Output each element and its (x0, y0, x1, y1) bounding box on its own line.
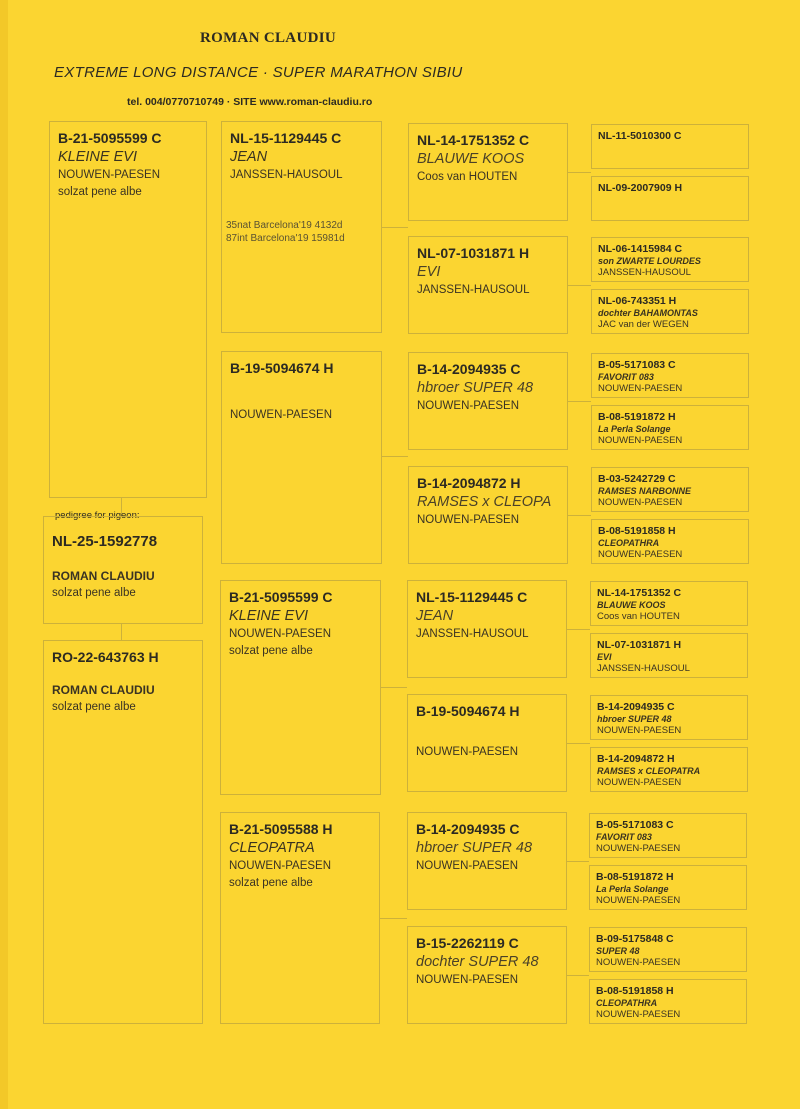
connector (568, 401, 591, 402)
gen3-ring: B-14-2094935 C (416, 821, 520, 837)
gen4-name: dochter BAHAMONTAS (598, 308, 698, 318)
gen3-box-2 (408, 236, 568, 334)
gen4-name: son ZWARTE LOURDES (598, 256, 701, 266)
sire-ring: B-21-5095599 C (58, 130, 162, 146)
gen4-box-10 (590, 633, 748, 678)
connector (567, 629, 590, 630)
gen2-box-3 (220, 580, 381, 795)
pigeon-ring: NL-25-1592778 (52, 533, 158, 550)
gen4-owner: NOUWEN-PAESEN (596, 1009, 681, 1020)
gen3-box-1 (408, 123, 568, 221)
gen3-owner: NOUWEN-PAESEN (417, 400, 520, 412)
gen3-name: EVI (417, 264, 441, 280)
gen4-owner: NOUWEN-PAESEN (597, 777, 682, 788)
performance-line: 35nat Barcelona'19 4132d (226, 220, 343, 231)
gen3-ring: NL-15-1129445 C (416, 589, 528, 605)
gen4-ring: B-09-5175848 C (596, 933, 674, 945)
gen3-owner: NOUWEN-PAESEN (416, 746, 519, 758)
gen4-ring: NL-06-743351 H (598, 295, 677, 307)
sire-owner: NOUWEN-PAESEN (58, 169, 161, 181)
pigeon-note: solzat pene albe (52, 587, 136, 599)
gen3-box-4 (408, 466, 568, 564)
connector (382, 227, 408, 228)
gen4-ring: NL-14-1751352 C (597, 587, 682, 599)
gen4-owner: NOUWEN-PAESEN (596, 843, 681, 854)
gen4-ring: B-08-5191872 H (598, 411, 676, 423)
performance-line: 87int Barcelona'19 15981d (226, 233, 345, 244)
gen3-box-6 (407, 694, 567, 792)
gen4-ring: B-14-2094935 C (597, 701, 675, 713)
gen3-owner: JANSSEN-HAUSOUL (417, 284, 530, 296)
gen3-ring: B-19-5094674 H (416, 703, 520, 719)
gen4-ring: B-05-5171083 C (596, 819, 674, 831)
connector (380, 918, 407, 919)
gen4-ring: B-05-5171083 C (598, 359, 676, 371)
gen2-ring: B-21-5095588 H (229, 821, 333, 837)
gen4-name: FAVORIT 083 (596, 832, 652, 842)
gen3-owner: Coos van HOUTEN (417, 171, 518, 183)
gen4-ring: NL-11-5010300 C (598, 130, 682, 142)
gen4-owner: JAC van der WEGEN (598, 319, 689, 330)
gen4-box-12 (590, 747, 748, 792)
gen2-owner: NOUWEN-PAESEN (229, 860, 332, 872)
header-contact: tel. 004/0770710749 · SITE www.roman-claudiu.ro (127, 96, 373, 108)
gen4-name: La Perla Solange (596, 884, 669, 894)
gen4-name: SUPER 48 (596, 946, 640, 956)
gen2-name: KLEINE EVI (229, 608, 308, 624)
gen4-ring: NL-09-2007909 H (598, 182, 683, 194)
gen4-box-6 (591, 405, 749, 450)
gen4-name: EVI (597, 652, 612, 662)
gen3-name: hbroer SUPER 48 (416, 840, 533, 856)
gen4-owner: NOUWEN-PAESEN (596, 957, 681, 968)
connector (567, 743, 590, 744)
breeder-name: ROMAN CLAUDIU (200, 30, 336, 46)
gen4-owner: JANSSEN-HAUSOUL (597, 663, 690, 674)
gen4-ring: B-08-5191872 H (596, 871, 674, 883)
gen4-owner: NOUWEN-PAESEN (596, 895, 681, 906)
gen4-box-16 (589, 979, 747, 1024)
gen4-owner: NOUWEN-PAESEN (597, 725, 682, 736)
gen4-owner: NOUWEN-PAESEN (598, 497, 683, 508)
gen4-ring: B-08-5191858 H (598, 525, 676, 537)
sire-box (49, 121, 207, 498)
gen4-ring: B-03-5242729 C (598, 473, 676, 485)
pigeon-box (43, 516, 203, 624)
gen4-box-5 (591, 353, 749, 398)
dam-box (43, 640, 203, 1024)
gen4-ring: B-08-5191858 H (596, 985, 674, 997)
gen4-owner: NOUWEN-PAESEN (598, 435, 683, 446)
gen2-box-4 (220, 812, 380, 1024)
gen2-owner: NOUWEN-PAESEN (229, 628, 332, 640)
gen3-name: dochter SUPER 48 (416, 954, 539, 970)
gen2-owner: NOUWEN-PAESEN (230, 409, 333, 421)
gen2-box-2 (221, 351, 382, 564)
gen3-name: BLAUWE KOOS (417, 151, 525, 167)
gen2-note: solzat pene albe (229, 645, 313, 657)
gen4-owner: NOUWEN-PAESEN (598, 549, 683, 560)
gen4-box-13 (589, 813, 747, 858)
gen3-owner: NOUWEN-PAESEN (416, 860, 519, 872)
pedigree-label: pedigree for pigeon: (55, 510, 140, 521)
gen2-name: CLEOPATRA (229, 840, 315, 856)
gen3-ring: B-15-2262119 C (416, 935, 519, 951)
sire-name: KLEINE EVI (58, 149, 137, 165)
gen4-name: CLEOPATHRA (598, 538, 660, 548)
gen4-box-9 (590, 581, 748, 626)
gen2-ring: B-21-5095599 C (229, 589, 333, 605)
gen3-owner: NOUWEN-PAESEN (416, 974, 519, 986)
gen3-box-3 (408, 352, 568, 450)
gen4-name: FAVORIT 083 (598, 372, 654, 382)
gen2-ring: NL-15-1129445 C (230, 130, 342, 146)
pigeon-owner: ROMAN CLAUDIU (52, 569, 155, 583)
gen4-box-2 (591, 176, 749, 221)
connector (568, 515, 591, 516)
gen2-note: solzat pene albe (229, 877, 313, 889)
performance-notes (226, 219, 345, 245)
connector (121, 624, 122, 640)
gen3-owner: NOUWEN-PAESEN (417, 514, 520, 526)
gen4-owner: NOUWEN-PAESEN (598, 383, 683, 394)
gen4-ring: B-14-2094872 H (597, 753, 675, 765)
header-subtitle: EXTREME LONG DISTANCE · SUPER MARATHON SIBIU (54, 64, 463, 81)
gen2-ring: B-19-5094674 H (230, 360, 334, 376)
gen4-owner: JANSSEN-HAUSOUL (598, 267, 691, 278)
gen3-ring: B-14-2094872 H (417, 475, 521, 491)
gen2-owner: JANSSEN-HAUSOUL (230, 169, 343, 181)
gen3-name: JEAN (416, 608, 454, 624)
connector (567, 861, 589, 862)
gen3-box-5 (407, 580, 567, 678)
dam-ring: RO-22-643763 H (52, 649, 159, 665)
gen3-box-7 (407, 812, 567, 910)
dam-owner: ROMAN CLAUDIU (52, 683, 155, 697)
gen4-name: hbroer SUPER 48 (597, 714, 672, 724)
gen3-ring: B-14-2094935 C (417, 361, 521, 377)
connector (567, 975, 589, 976)
gen4-name: RAMSES NARBONNE (598, 486, 692, 496)
gen4-name: BLAUWE KOOS (597, 600, 666, 610)
gen4-name: La Perla Solange (598, 424, 671, 434)
connector (568, 285, 591, 286)
gen3-ring: NL-14-1751352 C (417, 132, 530, 148)
gen4-box-4 (591, 289, 749, 334)
connector (382, 456, 408, 457)
gen3-name: RAMSES x CLEOPA (417, 494, 552, 510)
gen4-box-15 (589, 927, 747, 972)
connector (568, 172, 591, 173)
gen4-ring: NL-06-1415984 C (598, 243, 683, 255)
gen4-name: RAMSES x CLEOPATRA (597, 766, 701, 776)
gen4-box-8 (591, 519, 749, 564)
gen2-name: JEAN (230, 149, 268, 165)
gen3-ring: NL-07-1031871 H (417, 245, 530, 261)
gen4-ring: NL-07-1031871 H (597, 639, 682, 651)
gen4-name: CLEOPATHRA (596, 998, 658, 1008)
gen4-box-3 (591, 237, 749, 282)
connector (381, 687, 407, 688)
gen3-owner: JANSSEN-HAUSOUL (416, 628, 529, 640)
sire-note: solzat pene albe (58, 186, 142, 198)
dam-note: solzat pene albe (52, 701, 136, 713)
gen3-box-8 (407, 926, 567, 1024)
gen4-box-11 (590, 695, 748, 740)
page-edge (0, 0, 8, 1109)
gen4-box-7 (591, 467, 749, 512)
gen4-box-14 (589, 865, 747, 910)
gen3-name: hbroer SUPER 48 (417, 380, 534, 396)
gen4-box-1 (591, 124, 749, 169)
gen4-owner: Coos van HOUTEN (597, 611, 680, 622)
